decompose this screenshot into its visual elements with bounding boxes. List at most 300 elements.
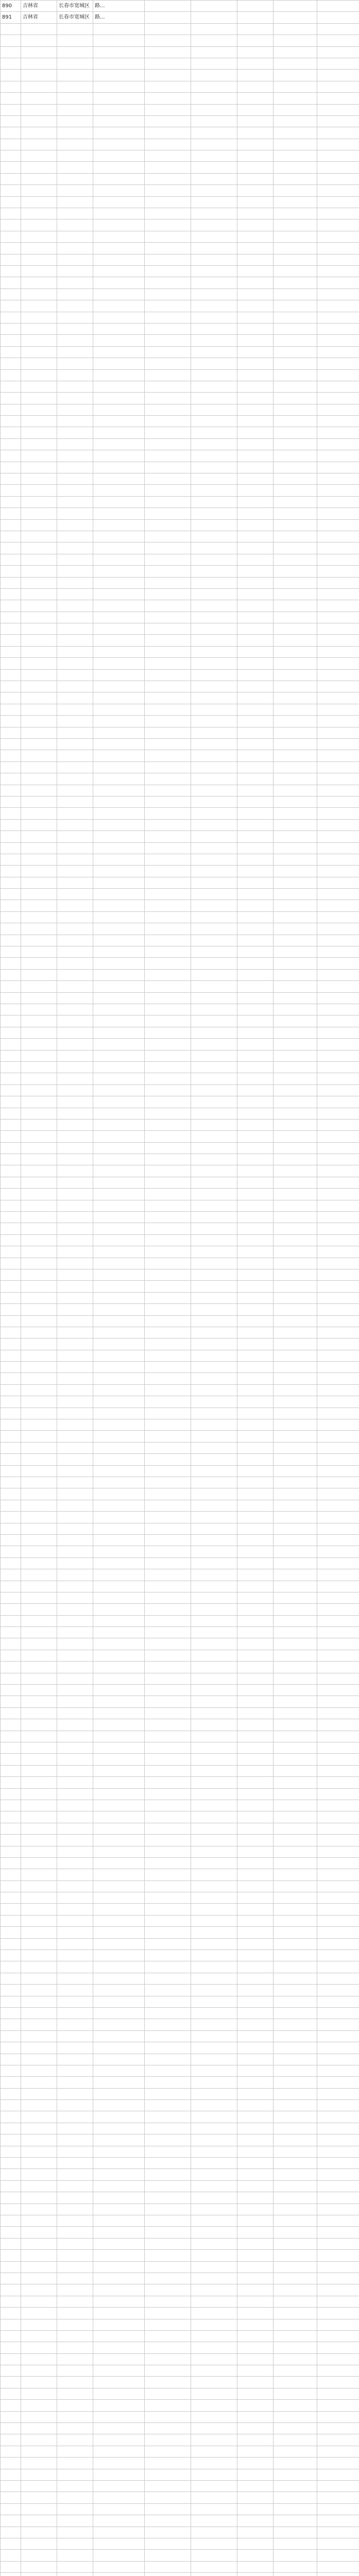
table-cell: [237, 2308, 273, 2319]
table-cell: [145, 1154, 191, 1165]
table-cell: [237, 115, 273, 127]
table-cell: [1, 981, 21, 992]
table-cell: [21, 1384, 57, 1396]
table-cell: [93, 2342, 145, 2353]
table-cell: [145, 1662, 191, 1673]
table-cell: [237, 935, 273, 946]
table-cell: [93, 2446, 145, 2457]
table-cell: [273, 2365, 317, 2377]
table-cell: [273, 646, 317, 657]
table-cell: [93, 1269, 145, 1280]
table-cell: [191, 969, 237, 980]
table-cell: [93, 219, 145, 231]
table-row: [1, 623, 359, 635]
table-cell: [21, 2480, 57, 2492]
table-cell: [145, 289, 191, 300]
table-cell: [1, 588, 21, 600]
table-cell: [237, 243, 273, 254]
table-cell: [237, 1454, 273, 1465]
table-cell: [191, 2573, 237, 2576]
table-cell: [191, 2054, 237, 2065]
table-row: [1, 2342, 359, 2353]
table-cell: [1, 2423, 21, 2434]
table-cell: [237, 1154, 273, 1165]
table-row: [1, 519, 359, 531]
table-cell: [93, 2088, 145, 2099]
table-cell: [237, 1534, 273, 1546]
table-cell: [273, 612, 317, 623]
table-cell: [191, 1696, 237, 1707]
table-cell: [191, 1835, 237, 1846]
table-row: [1, 2158, 359, 2169]
table-row: [1, 2388, 359, 2399]
table-cell: [21, 2169, 57, 2180]
table-cell: [191, 761, 237, 773]
table-cell: [57, 1754, 93, 1765]
table-cell: [57, 46, 93, 58]
table-cell: [21, 2561, 57, 2572]
table-cell: [145, 923, 191, 935]
table-cell: 长春市宽城区: [57, 12, 93, 23]
table-cell: [57, 2273, 93, 2284]
table-cell: [21, 2353, 57, 2365]
table-cell: [1, 312, 21, 323]
table-cell: [21, 508, 57, 519]
table-cell: [93, 2515, 145, 2527]
table-cell: [273, 531, 317, 542]
table-row: [1, 58, 359, 69]
table-cell: [145, 2030, 191, 2042]
table-cell: [145, 1200, 191, 1211]
table-cell: [191, 185, 237, 196]
table-cell: [191, 1685, 237, 1696]
table-cell: [57, 346, 93, 358]
table-cell: [93, 162, 145, 173]
table-cell: [1, 2550, 21, 2561]
table-cell: [273, 1996, 317, 2007]
table-cell: [93, 1788, 145, 1800]
table-row: [1, 1880, 359, 1892]
table-cell: [237, 635, 273, 646]
table-cell: [145, 1581, 191, 1592]
table-cell: [1, 81, 21, 92]
table-cell: [57, 2515, 93, 2527]
table-cell: [21, 704, 57, 715]
table-cell: [273, 2550, 317, 2561]
table-cell: [93, 2100, 145, 2111]
table-cell: [273, 1950, 317, 1961]
table-cell: [237, 23, 273, 35]
table-cell: [237, 796, 273, 807]
table-cell: [93, 427, 145, 438]
table-cell: [1, 1338, 21, 1350]
table-row: [1, 739, 359, 750]
table-cell: [21, 1327, 57, 1338]
table-cell: [317, 1419, 359, 1431]
table-cell: [191, 612, 237, 623]
table-cell: [273, 842, 317, 854]
table-cell: [191, 1604, 237, 1615]
table-row: [1, 981, 359, 992]
table-row: [1, 2134, 359, 2146]
table-row: [1, 935, 359, 946]
table-cell: [21, 577, 57, 588]
table-cell: [273, 946, 317, 958]
table-cell: [1, 496, 21, 507]
table-cell: [317, 1488, 359, 1500]
table-cell: [237, 150, 273, 162]
table-cell: [317, 727, 359, 738]
table-cell: [21, 254, 57, 265]
table-cell: [317, 531, 359, 542]
table-row: [1, 1627, 359, 1638]
table-row: [1, 2319, 359, 2330]
table-cell: [317, 1465, 359, 1477]
table-cell: [237, 323, 273, 334]
table-cell: [191, 219, 237, 231]
table-cell: [237, 1419, 273, 1431]
table-cell: [237, 1212, 273, 1223]
table-cell: [145, 2296, 191, 2307]
table-cell: [317, 1362, 359, 1373]
table-cell: [273, 1973, 317, 1984]
table-cell: [21, 1442, 57, 1453]
table-cell: [1, 2065, 21, 2076]
table-cell: [93, 1731, 145, 1742]
table-cell: [93, 93, 145, 104]
table-row: [1, 1096, 359, 1108]
table-cell: [1, 1212, 21, 1223]
table-row: [1, 900, 359, 911]
table-cell: [57, 1765, 93, 1776]
table-cell: [93, 1592, 145, 1603]
table-cell: [145, 773, 191, 785]
table-row: [1, 2215, 359, 2227]
table-cell: [237, 739, 273, 750]
table-cell: [317, 1004, 359, 1015]
table-cell: [1, 1050, 21, 1061]
table-cell: [145, 1731, 191, 1742]
table-cell: [145, 577, 191, 588]
table-cell: [145, 2088, 191, 2099]
table-cell: [57, 635, 93, 646]
table-cell: [93, 1662, 145, 1673]
table-cell: [93, 369, 145, 381]
table-cell: [191, 427, 237, 438]
table-cell: [145, 300, 191, 312]
table-cell: [273, 2123, 317, 2134]
table-cell: [93, 2353, 145, 2365]
table-cell: [145, 508, 191, 519]
table-cell: [191, 519, 237, 531]
table-cell: [21, 1627, 57, 1638]
table-cell: [93, 1996, 145, 2007]
table-cell: [273, 1961, 317, 1973]
table-cell: [273, 2538, 317, 2549]
table-cell: [57, 438, 93, 450]
table-cell: [191, 369, 237, 381]
table-cell: [237, 566, 273, 577]
table-cell: [21, 935, 57, 946]
table-cell: [21, 2100, 57, 2111]
table-cell: [317, 2480, 359, 2492]
table-cell: [21, 1084, 57, 1096]
table-cell: [237, 1292, 273, 1303]
table-cell: [57, 1731, 93, 1742]
table-cell: [145, 254, 191, 265]
table-cell: [317, 900, 359, 911]
table-cell: [273, 739, 317, 750]
table-cell: [191, 162, 237, 173]
table-cell: [1, 2458, 21, 2469]
table-cell: [191, 1223, 237, 1234]
table-row: [1, 81, 359, 92]
table-row: [1, 2480, 359, 2492]
table-row: [1, 761, 359, 773]
table-row: [1, 485, 359, 496]
table-cell: [191, 2111, 237, 2123]
table-cell: [237, 519, 273, 531]
table-cell: [93, 1108, 145, 1119]
table-cell: [145, 2446, 191, 2457]
table-cell: [21, 115, 57, 127]
table-cell: [21, 2342, 57, 2353]
table-cell: [237, 2019, 273, 2030]
table-cell: [21, 761, 57, 773]
table-cell: [21, 646, 57, 657]
table-row: [1, 2377, 359, 2388]
table-cell: [191, 2469, 237, 2480]
table-row: [1, 208, 359, 219]
table-cell: [273, 1581, 317, 1592]
table-cell: [93, 1512, 145, 1523]
table-row: [1, 1892, 359, 1904]
table-cell: [93, 70, 145, 81]
table-cell: [21, 1269, 57, 1280]
table-cell: [145, 1039, 191, 1050]
table-cell: [237, 2446, 273, 2457]
table-cell: [273, 1707, 317, 1719]
table-cell: [191, 2434, 237, 2446]
table-cell: [191, 2423, 237, 2434]
table-cell: [317, 2250, 359, 2261]
table-cell: [317, 2077, 359, 2088]
table-cell: [93, 796, 145, 807]
table-cell: [317, 104, 359, 115]
table-cell: [273, 416, 317, 427]
table-cell: [21, 1996, 57, 2007]
table-row: [1, 2458, 359, 2469]
table-cell: [191, 566, 237, 577]
table-cell: [145, 231, 191, 242]
table-cell: [57, 2538, 93, 2549]
table-cell: [57, 1823, 93, 1834]
table-cell: [273, 2019, 317, 2030]
table-cell: [273, 1142, 317, 1154]
table-cell: [273, 992, 317, 1004]
table-cell: [21, 2042, 57, 2054]
table-cell: [93, 1811, 145, 1823]
table-cell: [57, 450, 93, 462]
table-row: [1, 1685, 359, 1696]
table-cell: [237, 588, 273, 600]
table-cell: [1, 416, 21, 427]
table-cell: [317, 1315, 359, 1327]
table-cell: [191, 1754, 237, 1765]
table-cell: [273, 1742, 317, 1753]
table-cell: [1, 1362, 21, 1373]
table-cell: [145, 485, 191, 496]
table-cell: [21, 1431, 57, 1442]
table-cell: [273, 623, 317, 635]
table-cell: [145, 416, 191, 427]
table-row: [1, 2284, 359, 2296]
table-cell: [1, 1384, 21, 1396]
table-cell: [21, 1223, 57, 1234]
table-cell: [21, 842, 57, 854]
table-cell: [21, 277, 57, 289]
table-row: [1, 1569, 359, 1581]
table-cell: [273, 1800, 317, 1811]
table-cell: [317, 911, 359, 923]
table-row: [1, 254, 359, 265]
table-cell: [21, 2019, 57, 2030]
table-cell: [273, 2100, 317, 2111]
table-cell: [145, 519, 191, 531]
table-cell: [1, 1465, 21, 1477]
table-cell: [237, 900, 273, 911]
table-cell: [317, 1281, 359, 1292]
table-cell: [191, 2377, 237, 2388]
table-cell: [191, 2319, 237, 2330]
table-cell: [237, 761, 273, 773]
table-row: [1, 1442, 359, 1453]
table-cell: [145, 2192, 191, 2204]
table-cell: [93, 1696, 145, 1707]
table-cell: [1, 1177, 21, 1188]
table-cell: [93, 115, 145, 127]
table-cell: [237, 750, 273, 761]
table-cell: [273, 1050, 317, 1061]
table-row: [1, 635, 359, 646]
table-cell: [317, 2377, 359, 2388]
table-cell: [145, 2411, 191, 2422]
table-cell: [317, 716, 359, 727]
table-cell: [1, 808, 21, 819]
table-cell: [1, 658, 21, 669]
table-cell: [191, 2273, 237, 2284]
table-cell: [191, 1431, 237, 1442]
table-cell: [21, 1396, 57, 1408]
table-cell: [317, 1292, 359, 1303]
table-cell: [237, 58, 273, 69]
table-cell: [21, 2227, 57, 2238]
table-cell: [1, 2007, 21, 2019]
table-cell: [273, 2284, 317, 2296]
table-cell: [191, 2480, 237, 2492]
table-cell: [93, 300, 145, 312]
table-cell: [317, 70, 359, 81]
table-row: [1, 1015, 359, 1027]
table-cell: [273, 70, 317, 81]
table-cell: [93, 2330, 145, 2342]
table-cell: [1, 1512, 21, 1523]
table-cell: [237, 2353, 273, 2365]
table-cell: [57, 1523, 93, 1534]
table-cell: [145, 2250, 191, 2261]
table-cell: [145, 889, 191, 900]
table-cell: [1, 1950, 21, 1961]
table-cell: [93, 727, 145, 738]
table-cell: [57, 323, 93, 334]
table-cell: [1, 2538, 21, 2549]
table-cell: [317, 889, 359, 900]
table-cell: [1, 1096, 21, 1108]
table-cell: [237, 2250, 273, 2261]
table-cell: [93, 2065, 145, 2076]
table-cell: [93, 1880, 145, 1892]
table-row: [1, 416, 359, 427]
table-cell: [237, 1500, 273, 1511]
table-cell: [317, 196, 359, 208]
table-cell: [191, 2250, 237, 2261]
table-cell: [57, 2042, 93, 2054]
table-cell: [145, 623, 191, 635]
table-cell: [273, 1442, 317, 1453]
table-cell: [145, 496, 191, 507]
table-cell: [145, 2503, 191, 2515]
table-cell: [1, 2238, 21, 2249]
table-cell: [317, 992, 359, 1004]
table-cell: [93, 208, 145, 219]
table-cell: [21, 716, 57, 727]
table-cell: [273, 1384, 317, 1396]
table-cell: [237, 646, 273, 657]
table-cell: [21, 1350, 57, 1361]
table-cell: [317, 1835, 359, 1846]
table-cell: [317, 2030, 359, 2042]
table-cell: [317, 2180, 359, 2192]
table-cell: [273, 2388, 317, 2399]
table-cell: [145, 139, 191, 150]
table-cell: [237, 1350, 273, 1361]
table-cell: [57, 150, 93, 162]
table-cell: [1, 1315, 21, 1327]
table-cell: [273, 1650, 317, 1661]
table-cell: [1, 219, 21, 231]
table-cell: [57, 473, 93, 485]
table-cell: [57, 393, 93, 404]
table-cell: [191, 1961, 237, 1973]
table-cell: [237, 773, 273, 785]
table-cell: [145, 70, 191, 81]
table-cell: [21, 992, 57, 1004]
table-cell: [145, 2111, 191, 2123]
table-cell: [237, 1, 273, 12]
table-cell: [57, 1638, 93, 1650]
table-cell: [93, 1027, 145, 1038]
table-cell: [93, 231, 145, 242]
table-cell: [237, 2377, 273, 2388]
table-cell: [1, 1592, 21, 1603]
table-cell: [145, 1627, 191, 1638]
table-cell: [57, 1004, 93, 1015]
table-row: [1, 992, 359, 1004]
table-cell: [145, 1027, 191, 1038]
table-cell: [21, 2434, 57, 2446]
table-cell: [317, 1846, 359, 1857]
table-cell: [145, 2400, 191, 2411]
